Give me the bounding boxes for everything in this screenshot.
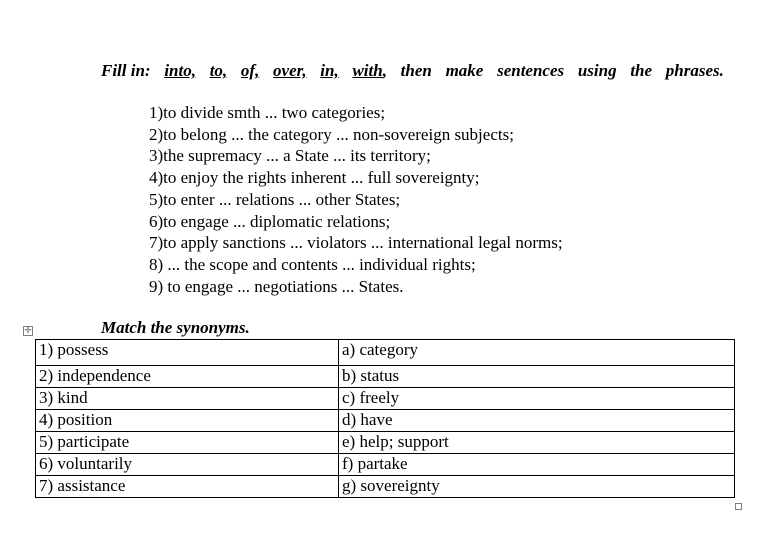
- instruction-comma: ,: [382, 61, 387, 80]
- synonym-word[interactable]: 2) independence: [36, 366, 339, 388]
- synonym-match[interactable]: b) status: [339, 366, 735, 388]
- instruction-word-using: using: [577, 61, 617, 80]
- preposition-of: of,: [240, 61, 260, 80]
- table-row: [36, 366, 735, 388]
- exercise-item-7: 7)to apply sanctions ... violators ... international legal norms;: [149, 233, 563, 253]
- synonym-match[interactable]: g) sovereignty: [339, 476, 735, 498]
- synonym-match[interactable]: f) partake: [339, 454, 735, 476]
- synonym-match[interactable]: c) freely: [339, 388, 735, 410]
- exercise-list: [149, 102, 563, 297]
- synonym-match[interactable]: a) category: [339, 340, 735, 366]
- synonym-word[interactable]: 7) assistance: [36, 476, 339, 498]
- table-row: [36, 388, 735, 410]
- exercise-item-5: 5)to enter ... relations ... other States;: [149, 189, 401, 209]
- synonym-word[interactable]: 1) possess: [36, 340, 339, 366]
- exercise-item-2: 2)to belong ... the category ... non-sovereign subjects;: [149, 124, 514, 144]
- synonym-word[interactable]: 4) position: [36, 410, 339, 432]
- preposition-into: into,: [164, 61, 196, 80]
- preposition-in: in,: [320, 61, 339, 80]
- instruction-word-sentences: sentences: [497, 61, 565, 80]
- instruction-word-make: make: [445, 61, 484, 80]
- table-row: [36, 410, 735, 432]
- exercise-item-3: 3)the supremacy ... a State ... its territory;: [149, 146, 431, 166]
- exercise-item-6: 6)to engage ... diplomatic relations;: [149, 211, 391, 231]
- match-synonyms-title: Match the synonyms.: [101, 318, 250, 337]
- table-row: [36, 340, 735, 366]
- instruction-lead: Fill in:: [101, 61, 151, 80]
- exercise-item-8: 8) ... the scope and contents ... individual rights;: [149, 254, 476, 274]
- exercise-item-4: 4)to enjoy the rights inherent ... full sovereignty;: [149, 168, 480, 188]
- synonyms-table: [35, 339, 735, 498]
- table-row: [36, 476, 735, 498]
- preposition-with-group: [352, 60, 387, 82]
- instruction-word-phrases: phrases.: [665, 61, 724, 80]
- exercise-item-1: 1)to divide smth ... two categories;: [149, 103, 386, 122]
- synonym-word[interactable]: 5) participate: [36, 432, 339, 454]
- synonym-word[interactable]: 6) voluntarily: [36, 454, 339, 476]
- table-row: [36, 454, 735, 476]
- instruction-word-then: then: [400, 61, 432, 80]
- fill-in-instruction: [101, 60, 724, 82]
- exercise-item-9: 9) to engage ... negotiations ... States.: [149, 276, 404, 296]
- preposition-to: to,: [209, 61, 228, 80]
- table-row: [36, 432, 735, 454]
- synonym-match[interactable]: d) have: [339, 410, 735, 432]
- instruction-word-the: the: [630, 61, 653, 80]
- synonym-word[interactable]: 3) kind: [36, 388, 339, 410]
- preposition-over: over,: [273, 61, 307, 80]
- preposition-with: with: [352, 61, 383, 80]
- synonym-match[interactable]: e) help; support: [339, 432, 735, 454]
- move-handle-icon[interactable]: ✛: [24, 326, 32, 336]
- resize-handle-icon[interactable]: [735, 503, 742, 510]
